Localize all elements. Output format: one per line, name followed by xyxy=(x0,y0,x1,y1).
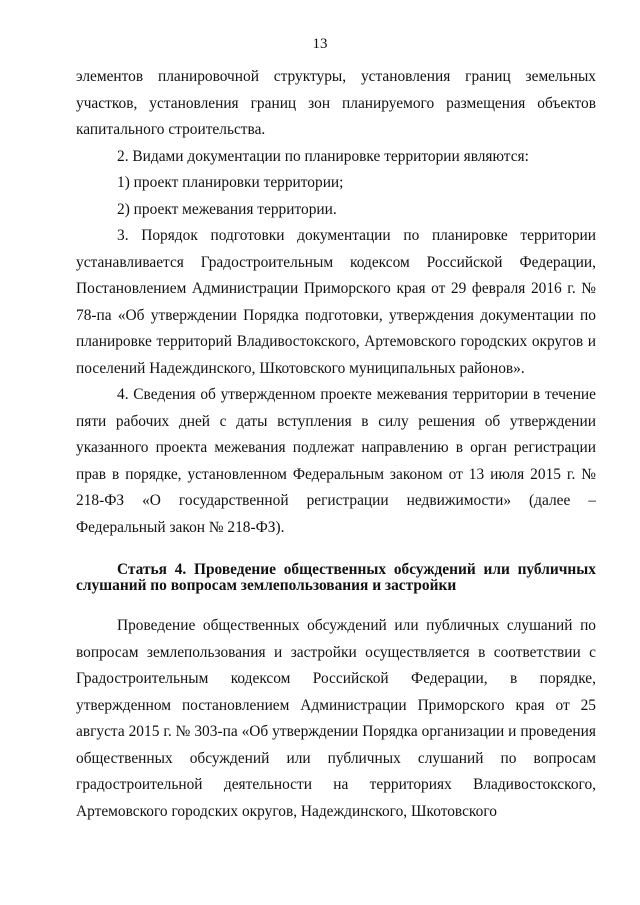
paragraph-item-2: 2. Видами документации по планировке территории являются: xyxy=(117,147,529,165)
paragraph-item-4: 4. Сведения об утвержденном проекте межевания территории в течение пяти рабочих дней с даты вступления в силу решения об утверждении указанного проекта межевания подлежат направлению в орган регистрации прав в порядке, установленном Федеральным законом от 13 июля 2015 г. № 218-ФЗ «О государственной регистрации недвижимости» (далее – Федеральный закон № 218-ФЗ). xyxy=(76,386,596,536)
article-heading: Статья 4. Проведение общественных обсуждений или публичных слушаний по вопросам землепользования и застройки xyxy=(76,561,596,594)
paragraph-item-3: 3. Порядок подготовки документации по планировке территории устанавливается Градостроительным кодексом Российской Федерации, Постановлением Администрации Приморского края от 29 февраля 2016 г. № 78-па «Об утверждении Порядка подготовки, утверждения документации по планировке территорий Владивостокского, Артемовского городских округов и поселений Надеждинского, Шкотовского муниципальных районов». xyxy=(76,227,596,377)
page-number: 13 xyxy=(312,36,328,52)
paragraph-list-item-1: 1) проект планировки территории; xyxy=(117,174,344,191)
paragraph-article-4-body: Проведение общественных обсуждений или публичных слушаний по вопросам землепользования и застройки осуществляется в соответствии с Градостроительным кодексом Российской Федерации, в порядке, утвержденном постановлением Администрации Приморского края от 25 августа 2015 г. № 303-па «Об утверждении Порядка организации и проведения общественных обсуждений или публичных слушаний по вопросам градостроительной деятельности на территориях Владивостокского, Артемовского городских округов, Надеждинского, Шкотовского xyxy=(76,617,596,820)
paragraph-list-item-2: 2) проект межевания территории. xyxy=(117,200,337,218)
body-text-top xyxy=(76,64,596,541)
body-text-bottom xyxy=(76,613,596,825)
paragraph-continuation: элементов планировочной структуры, установления границ земельных участков, установления границ зон планируемого размещения объектов капитального строительства. xyxy=(76,68,596,138)
